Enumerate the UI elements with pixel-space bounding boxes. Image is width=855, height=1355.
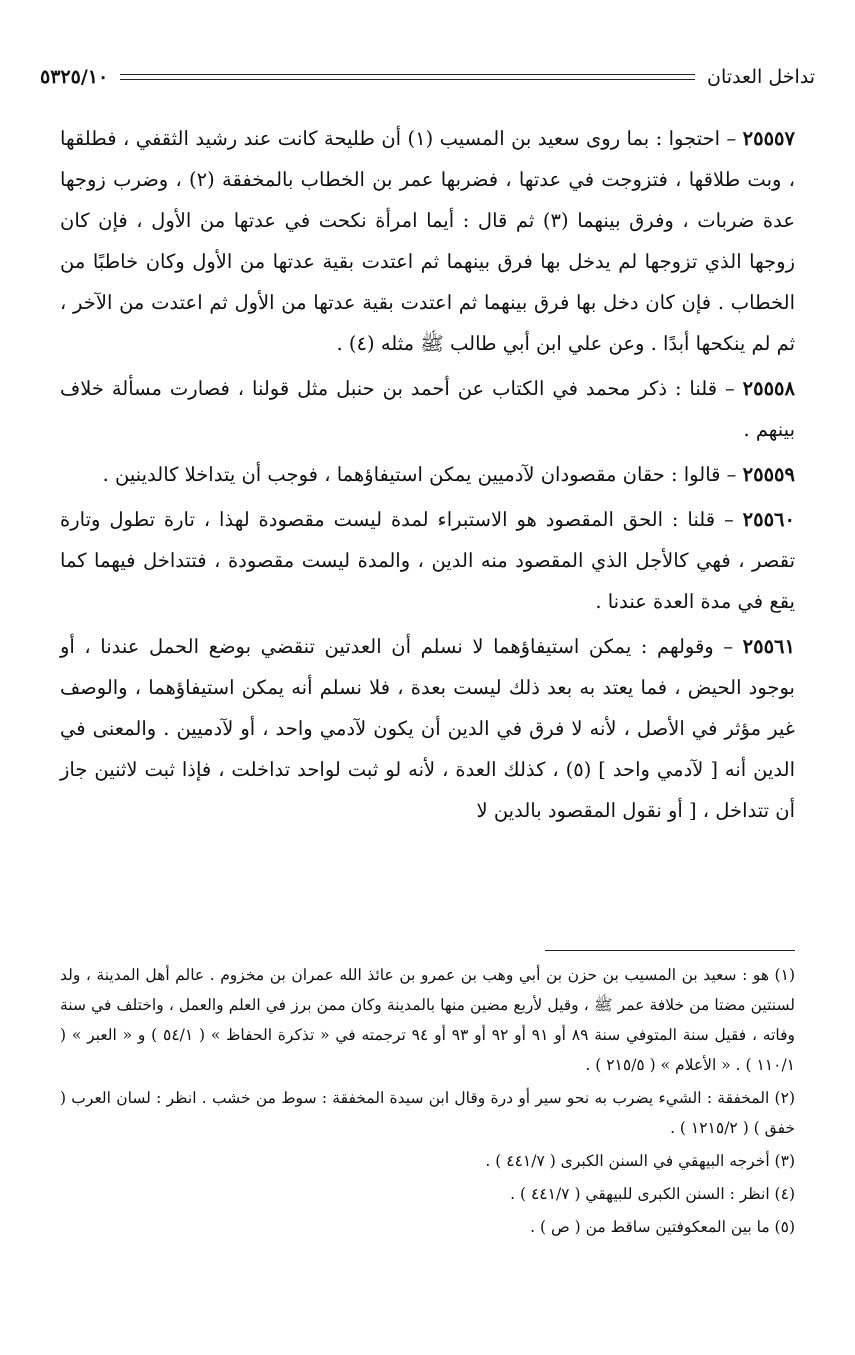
paragraph-number: ٢٥٥٦٠ [742,508,795,531]
paragraph-text: – قلنا : الحق المقصود هو الاستبراء لمدة ليست مقصودة لهذا ، تارة تطول وتارة تقصر ، فهي كالأجل الذي المقصود منه الدين ، والمدة ليست مقصودة ، فتتداخل فيهما كما يقع في مدة العدة عندنا . [60,508,795,613]
footnote-2: (٢) المخفقة : الشيء يضرب به نحو سير أو درة وقال ابن سيدة المخفقة : سوط من خشب . انظر : لسان العرب ( خفق ) ( ١٢١٥/٢ ) . [60,1089,795,1137]
paragraph-25557 [60,118,795,364]
page-header [40,60,815,94]
footnote-1: (١) هو : سعيد بن المسيب بن حزن بن أبي وهب بن عمرو بن عائذ الله عمران بن مخزوم . عالم أهل المدينة ، ولد لسنتين مضتا من خلافة عمر ﷺ ، وقيل لأربع مضين منها بالمدينة وكان ممن برز في العلم والعمل ، واختلف في سنة وفاته ، فقيل سنة المتوفي سنة ٨٩ أو ٩١ أو ٩٢ أو ٩٣ أو ٩٤ ترجمته في « تذكرة الحفاظ » ( ٥٤/١ ) و « العبر » ( ١١٠/١ ) . « الأعلام » ( ٢١٥/٥ ) . [60,966,796,1074]
paragraph-text: – قالوا : حقان مقصودان لآدميين يمكن استيفاؤهما ، فوجب أن يتداخلا كالدينين . [102,463,743,486]
footnote-3: (٣) أخرجه البيهقي في السنن الكبرى ( ٤٤١/٧ ) . [485,1152,795,1170]
paragraph-number: ٢٥٥٥٧ [742,127,795,150]
footnote-separator [545,950,795,951]
footnote-5: (٥) ما بين المعكوفتين ساقط من ( ص ) . [530,1218,795,1236]
paragraph-25560 [60,499,795,622]
paragraph-number: ٢٥٥٥٨ [742,377,795,400]
paragraph-25561 [60,626,795,831]
main-text [60,118,795,833]
header-double-rule [120,74,695,80]
paragraph-number: ٢٥٥٦١ [742,635,795,658]
paragraph-25559 [60,454,795,495]
running-title: تداخل العدتان [707,66,815,88]
paragraph-text: – قلنا : ذكر محمد في الكتاب عن أحمد بن حنبل مثل قولنا ، فصارت مسألة خلاف بينهم . [60,377,795,441]
paragraph-text: – احتجوا : بما روى سعيد بن المسيب (١) أن طليحة كانت عند رشيد الثقفي ، فطلقها ، وبت طلاقها ، فتزوجت في عدتها ، فضربها عمر بن الخطاب بالمخفقة (٢) ، وضرب زوجها عدة ضربات ، وفرق بينهما (٣) ثم قال : أيما امرأة نكحت في عدتها من الأول ، فإن كان زوجها الذي تزوجها لم يدخل بها فرق بينهما ثم اعتدت بقية عدتها من الأول وكان خاطبًا من الخطاب . فإن كان دخل بها فرق بينهما ثم اعتدت بقية عدتها من الأول ثم اعتدت من الآخر ، ثم لم ينكحها أبدًا . وعن علي ابن أبي طالب ﷺ مثله (٤) . [60,127,795,355]
page-number: ٥٣٢٥/١٠ [40,66,109,88]
paragraph-number: ٢٥٥٥٩ [742,463,795,486]
footnote-4: (٤) انظر : السنن الكبرى للبيهقي ( ٤٤١/٧ ) . [510,1185,795,1203]
footnotes [60,960,795,1245]
paragraph-text: – وقولهم : يمكن استيفاؤهما لا نسلم أن العدتين تنقضي بوضع الحمل عندنا ، أو بوجود الحيض ، فما يعتد به بعد ذلك ليست بعدة ، فلا نسلم أنه يمكن استيفاؤهما ، والوصف غير مؤثر في الأصل ، لأنه لا فرق في الدين أن يكون لآدمي واحد ، أو لآدميين . والمعنى في الدين أنه [ لآدمي واحد ] (٥) ، كذلك العدة ، لأنه لو ثبت لواحد تداخلت ، فإذا ثبت لاثنين جاز أن تتداخل ، [ أو نقول المقصود بالدين لا [60,635,796,822]
paragraph-25558 [60,368,795,450]
